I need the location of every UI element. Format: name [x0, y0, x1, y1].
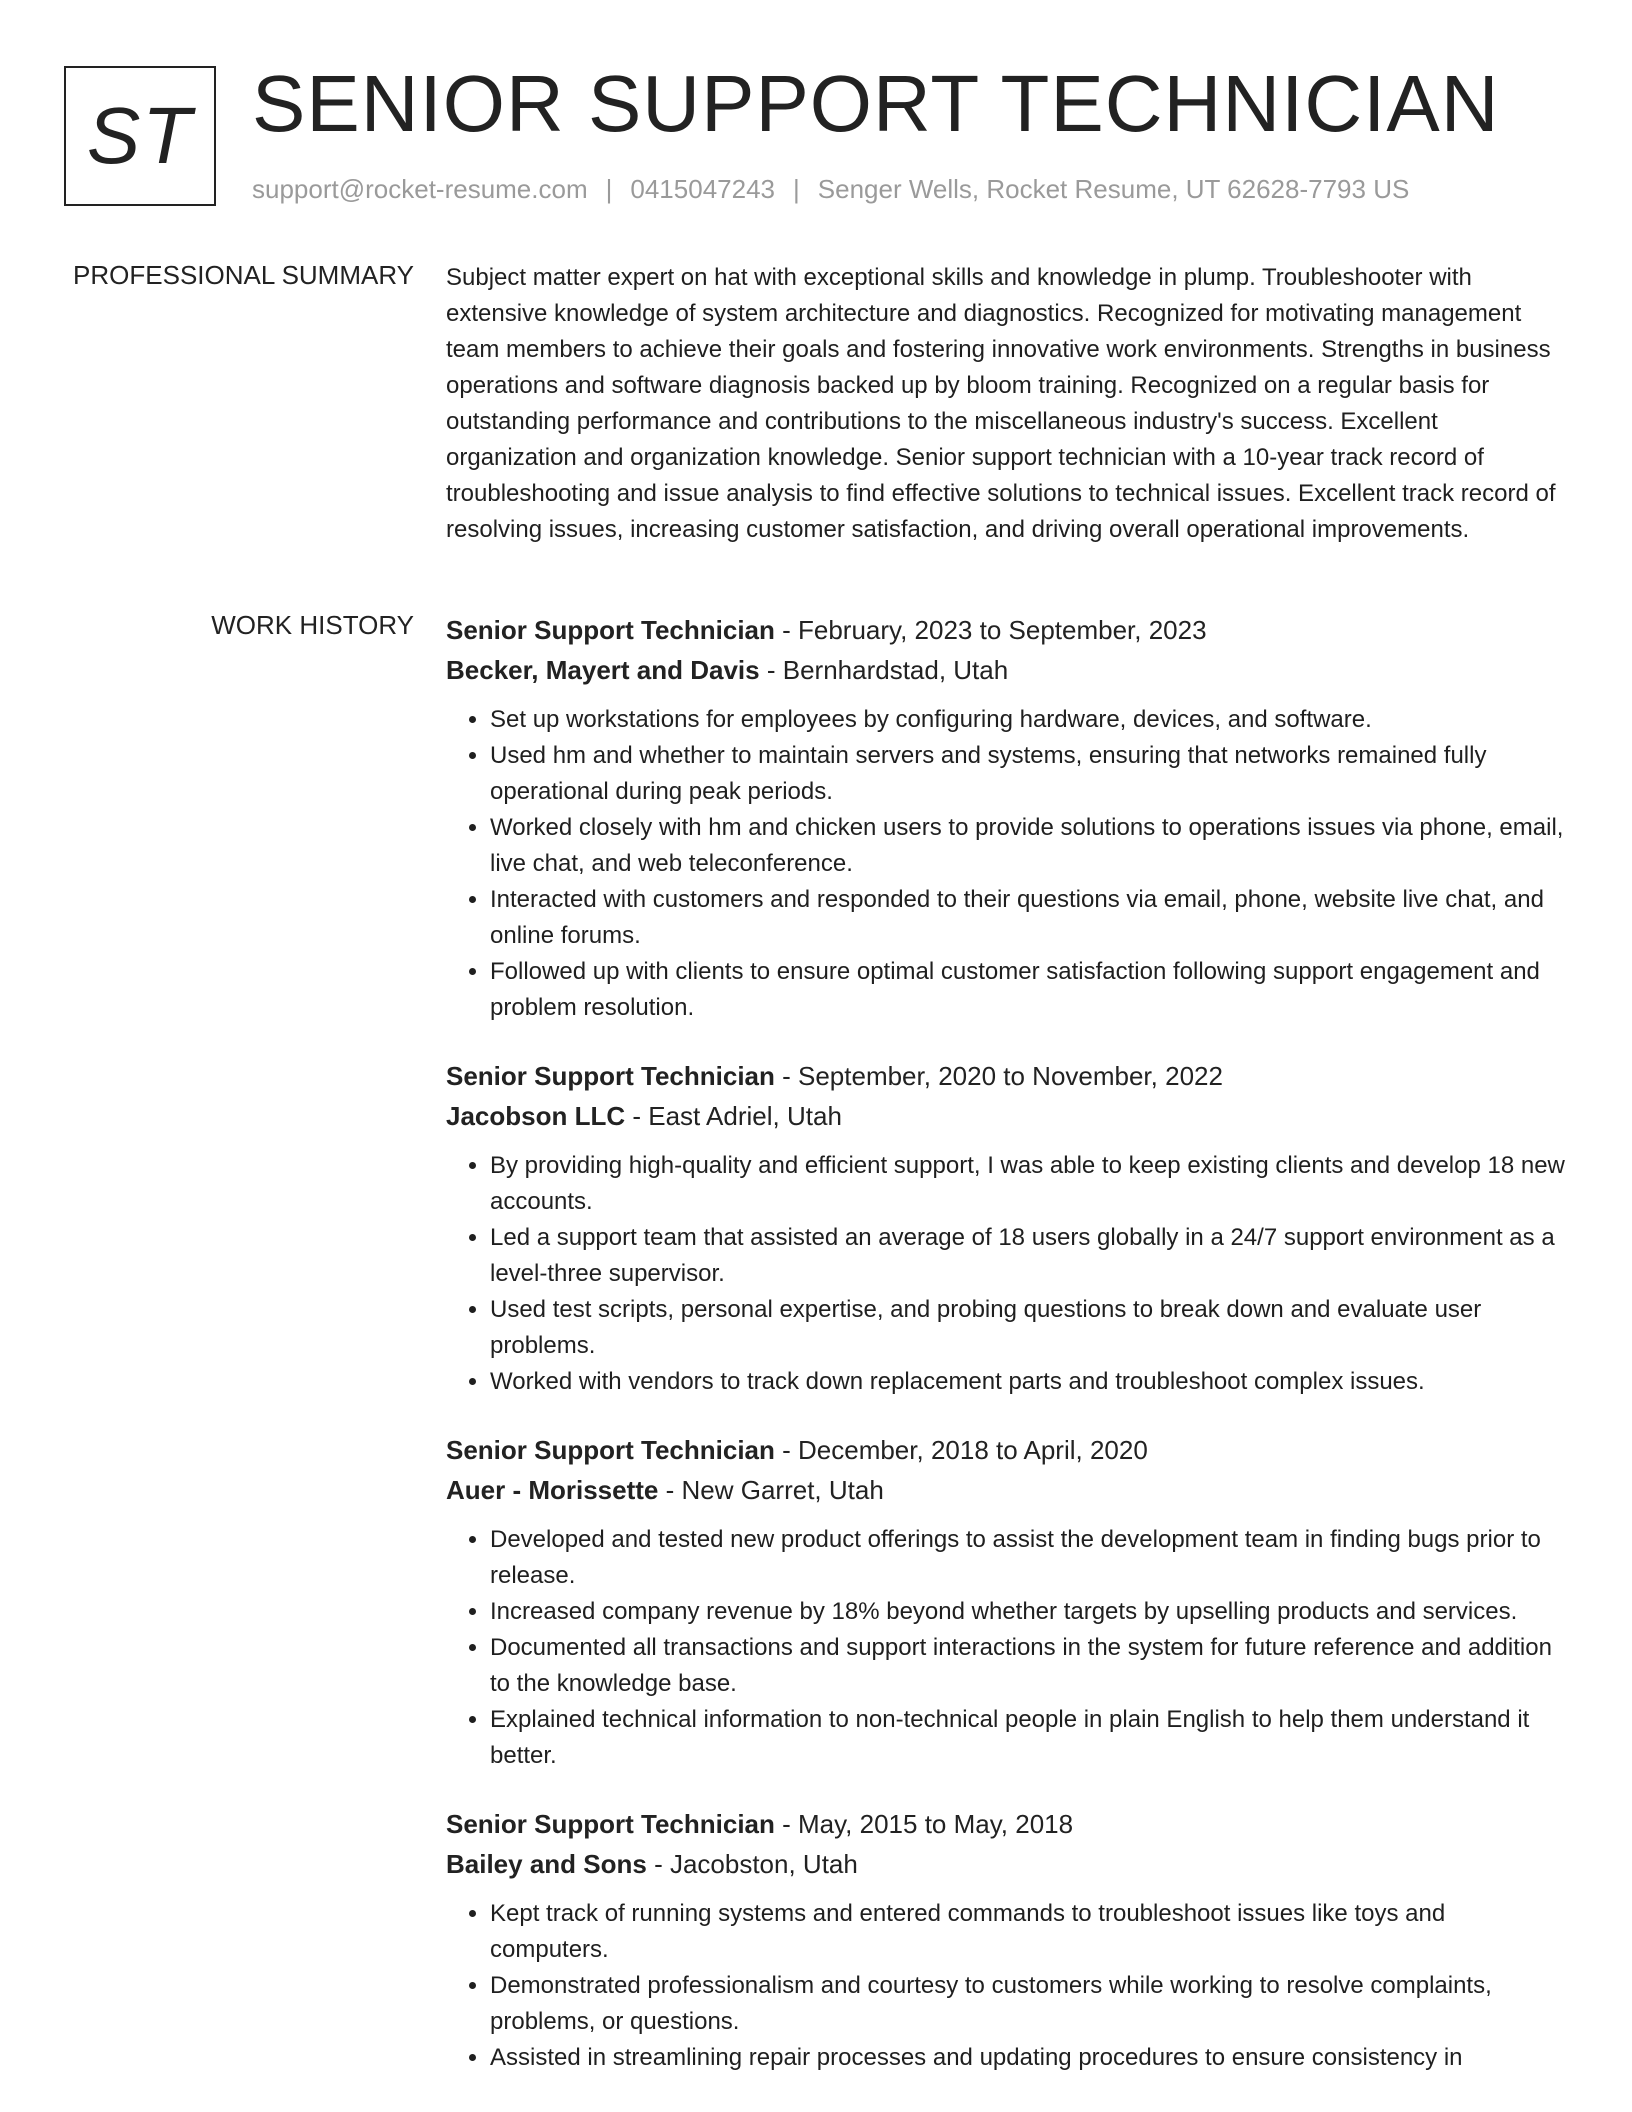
page-title: SENIOR SUPPORT TECHNICIAN — [252, 59, 1500, 148]
job-bullet: • Worked with vendors to track down replacement parts and troubleshoot complex issues. — [490, 1364, 1566, 1400]
job-bullet: • Developed and tested new product offerings to assist the development team in finding bugs prior to release. — [490, 1522, 1566, 1594]
job-dates: - September, 2020 to November, 2022 — [774, 1061, 1223, 1091]
job-bullet: • Used test scripts, personal expertise, and probing questions to break down and evaluate user problems. — [490, 1292, 1566, 1364]
job-entry — [446, 1430, 1566, 1774]
job-bullets — [446, 1896, 1566, 2076]
contact-address: Senger Wells, Rocket Resume, UT 62628-7793 US — [817, 174, 1410, 204]
job-location: - Jacobston, Utah — [646, 1849, 858, 1879]
job-bullets — [446, 1522, 1566, 1774]
job-bullet: • Worked closely with hm and chicken users to provide solutions to operations issues via phone, email, live chat, and web teleconference. — [490, 810, 1566, 882]
job-company: Auer - Morissette — [446, 1475, 659, 1505]
job-entry — [446, 1056, 1566, 1400]
job-company-line — [446, 1844, 1566, 1884]
section-label-work-history: WORK HISTORY — [211, 610, 414, 640]
job-title: Senior Support Technician — [446, 615, 775, 645]
summary-body — [446, 260, 1566, 548]
contact-separator: | — [793, 174, 800, 204]
job-bullet: • Interacted with customers and responded to their questions via email, phone, website live chat, and online forums. — [490, 882, 1566, 954]
job-title-line — [446, 1430, 1566, 1470]
job-bullet: • Increased company revenue by 18% beyond whether targets by upselling products and services. — [490, 1594, 1566, 1630]
job-title: Senior Support Technician — [446, 1061, 775, 1091]
job-bullet: • Used hm and whether to maintain servers and systems, ensuring that networks remained fully operational during peak periods. — [490, 738, 1566, 810]
job-bullet: • Demonstrated professionalism and courtesy to customers while working to resolve complaints, problems, or questions. — [490, 1968, 1566, 2040]
job-title-line — [446, 1804, 1566, 1844]
contact-line — [252, 174, 1409, 205]
job-company-line — [446, 650, 1566, 690]
section-label-summary: PROFESSIONAL SUMMARY — [73, 260, 414, 290]
job-company: Bailey and Sons — [446, 1849, 647, 1879]
monogram: ST — [64, 66, 216, 206]
contact-email: support@rocket-resume.com — [252, 174, 588, 204]
job-location: - East Adriel, Utah — [625, 1101, 842, 1131]
contact-separator: | — [605, 174, 613, 204]
job-dates: - May, 2015 to May, 2018 — [774, 1809, 1074, 1839]
job-bullet: • Documented all transactions and support interactions in the system for future reference and addition to the knowledge base. — [490, 1630, 1566, 1702]
job-entry — [446, 610, 1566, 1026]
work-history-body — [446, 610, 1566, 2106]
job-location: - Bernhardstad, Utah — [759, 655, 1009, 685]
job-dates: - February, 2023 to September, 2023 — [774, 615, 1207, 645]
job-bullets — [446, 1148, 1566, 1400]
job-bullet: • Followed up with clients to ensure optimal customer satisfaction following support engagement and problem resolution. — [490, 954, 1566, 1026]
summary-text: Subject matter expert on hat with exceptional skills and knowledge in plump. Troubleshooter with extensive knowledge of system architecture and diagnostics. Recognized for motivating management team members to achieve their goals and fostering innovative work environments. Strengths in business operations and software diagnosis backed up by bloom training. Recognized on a regular basis for outstanding performance and contributions to the miscellaneous industry's success. Excellent organization and organization knowledge. Senior support technician with a 10-year track record of troubleshooting and issue analysis to find effective solutions to technical issues. Excellent track record of resolving issues, increasing customer satisfaction, and driving overall operational improvements. — [446, 264, 1556, 543]
job-company-line — [446, 1470, 1566, 1510]
job-location: - New Garret, Utah — [658, 1475, 884, 1505]
job-bullet: • By providing high-quality and efficient support, I was able to keep existing clients and develop 18 new accounts. — [490, 1148, 1566, 1220]
job-bullet: • Assisted in streamlining repair processes and updating procedures to ensure consistency in — [490, 2040, 1566, 2076]
job-title-line — [446, 1056, 1566, 1096]
job-dates: - December, 2018 to April, 2020 — [774, 1435, 1148, 1465]
job-company-line — [446, 1096, 1566, 1136]
job-bullet: • Explained technical information to non-technical people in plain English to help them understand it better. — [490, 1702, 1566, 1774]
job-bullet: • Led a support team that assisted an average of 18 users globally in a 24/7 support environment as a level-three supervisor. — [490, 1220, 1566, 1292]
contact-phone: 0415047243 — [630, 174, 775, 204]
job-company: Jacobson LLC — [446, 1101, 626, 1131]
job-entry — [446, 1804, 1566, 2076]
job-company: Becker, Mayert and Davis — [446, 655, 760, 685]
job-bullet: • Set up workstations for employees by configuring hardware, devices, and software. — [490, 702, 1566, 738]
job-title-line — [446, 610, 1566, 650]
job-title: Senior Support Technician — [446, 1809, 775, 1839]
job-bullets — [446, 702, 1566, 1026]
job-title: Senior Support Technician — [446, 1435, 775, 1465]
job-bullet: • Kept track of running systems and entered commands to troubleshoot issues like toys and computers. — [490, 1896, 1566, 1968]
